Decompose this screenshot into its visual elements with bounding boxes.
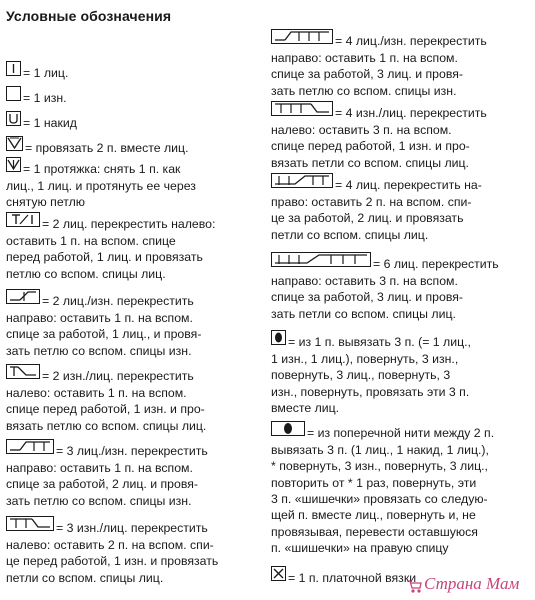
cross-4-knit-purl-right-symbol-icon (271, 29, 333, 43)
legend-entry-text: = 1 изн. (23, 91, 67, 106)
cross-2-purl-knit-left-symbol-icon (6, 364, 40, 378)
slip-knit-pass-symbol-icon (6, 157, 21, 171)
legend-entry-text: = из поперечной нити между 2 п. вывязать 3 п. (1 лиц., 1 накид, 1 лиц.), * повернуть, 3 изн., повернуть, 3 лиц., повторить от * 1 раз, повернуть, эти 3 п. «шишечки» провязать со следую- щей п. вместе лиц., повернуть и, не провязывая, перевести оставшуюся п. «шишечки» на правую спицу (271, 426, 495, 556)
garter-stitch-symbol-icon (271, 566, 286, 580)
legend-heading: Условные обозначения (6, 8, 172, 24)
legend-entry-cross6-right (271, 236, 499, 322)
legend-entry-text: = 1 лиц. (23, 66, 69, 81)
legend-entry-text: = 4 лиц./изн. перекрестить направо: оставить 1 п. на вспом. спице за работой, 3 лиц. и провя- зать петлю со вспом. спицы изн. (271, 34, 487, 98)
cross-3-knit-purl-right-symbol-icon (6, 439, 54, 453)
legend-entry-text: = 1 протяжка: снять 1 п. как лиц., 1 лиц. и протянуть ее через снятую петлю (6, 162, 196, 210)
cross-4-knit-right-symbol-icon (271, 173, 333, 187)
large-bobble-symbol-icon (271, 421, 305, 435)
legend-entry-text: = 2 лиц./изн. перекрестить направо: оставить 1 п. на вспом. спице за работой, 1 лиц., и провя- зать петлю со вспом. спицы изн. (6, 294, 202, 358)
legend-entry-text: = 4 изн./лиц. перекрестить налево: оставить 3 п. на вспом. спице перед работой, 1 изн. и про- вязать петли со вспом. спицы лиц. (271, 106, 487, 170)
cross-3-purl-knit-left-symbol-icon (6, 516, 54, 530)
legend-entry-bobble-small (271, 314, 471, 416)
legend-entry-text: = 2 лиц. перекрестить налево: оставить 1 п. на вспом. спице перед работой, 1 лиц. и провязать петлю со вспом. спицы лиц. (6, 217, 216, 281)
watermark-stroller-icon (405, 578, 423, 599)
legend-entry-text: = 4 лиц. перекрестить на- право: оставить 2 п. на вспом. спи- це за работой, 2 лиц. и провязать петли со вспом. спицы лиц. (271, 178, 482, 242)
legend-entry-cross4-right (271, 157, 482, 243)
legend-entry-text: = провязать 2 п. вместе лиц. (25, 141, 189, 156)
cross-4-purl-knit-left-symbol-icon (271, 101, 333, 115)
legend-entry-cross2-pk-left (6, 348, 206, 434)
legend-entry-text: = 2 изн./лиц. перекрестить налево: оставить 1 п. на вспом. спице перед работой, 1 изн. и про- вязать петлю со вспом. спицы лиц. (6, 369, 207, 433)
legend-entry-cross2-left (6, 196, 215, 282)
legend-entry-cross3-pk-left (6, 500, 218, 586)
cross-2-knit-purl-right-symbol-icon (6, 289, 40, 303)
cross-6-knit-right-symbol-icon (271, 252, 371, 266)
legend-entry-text: = 6 лиц. перекрестить направо: оставить 3 п. на вспом. спице за работой, 3 лиц. и провя- зать петли со вспом. спицы лиц. (271, 257, 499, 321)
cross-2-knit-left-symbol-icon (6, 212, 40, 226)
watermark: Страна Мам (424, 574, 520, 593)
legend-entry-text: = 3 изн./лиц. перекрестить налево: оставить 2 п. на вспом. спи- це перед работой, 1 изн. и провязать петли со вспом. спицы лиц. (6, 521, 219, 585)
legend-entry-bobble-large (271, 405, 494, 557)
legend-entry-text: = из 1 п. вывязать 3 п. (= 1 лиц., 1 изн., 1 лиц.), повернуть, 3 изн., повернуть, 3 лиц., повернуть, 3 изн., повернуть, провязать эти 3 п. вместе лиц. (271, 335, 471, 416)
legend-entry-text: = 1 п. платочной вязки (288, 571, 417, 586)
small-bobble-symbol-icon (271, 330, 286, 344)
legend-entry-cross3-kp-right (6, 423, 208, 509)
legend-entry-cross2-kp-right (6, 273, 201, 359)
legend-entry-text: = 1 накид (23, 116, 77, 131)
legend-entry-text: = 3 лиц./изн. перекрестить направо: оставить 1 п. на вспом. спице за работой, 2 лиц. и провя- зать петлю со вспом. спицы изн. (6, 444, 208, 508)
legend-entry-garter (271, 550, 416, 587)
